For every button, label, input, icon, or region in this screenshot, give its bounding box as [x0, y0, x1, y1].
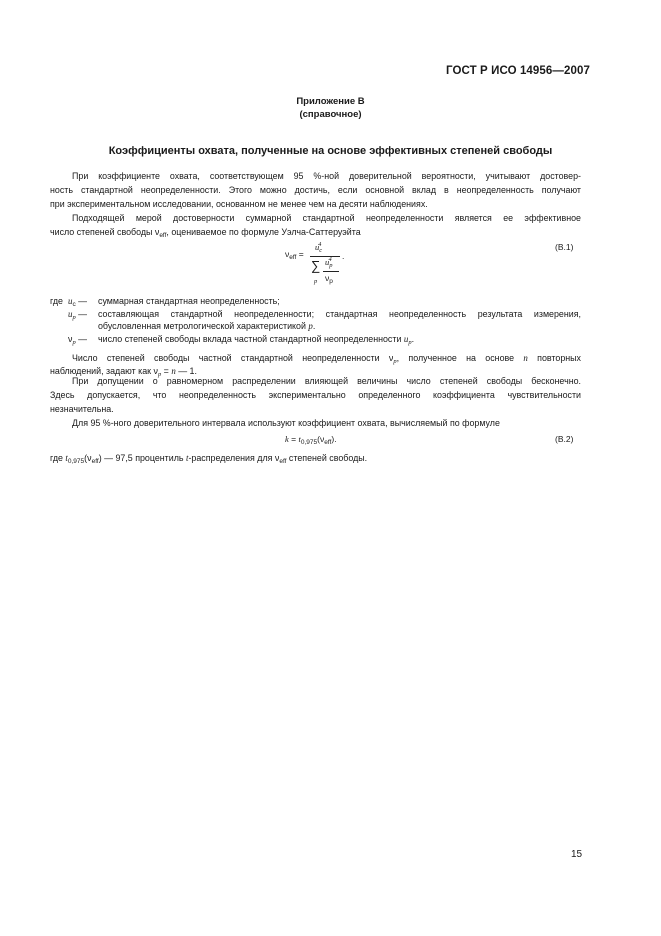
appendix-subtitle: (справочное) — [299, 109, 362, 120]
formula1-sum-index: p — [314, 278, 318, 285]
formula2-number: (В.2) — [555, 434, 574, 444]
para1-line3: при экспериментальном исследовании, основанном не менее чем на десяти наблюдениях. — [50, 199, 428, 209]
formula1-inner-numerator: $u_p^4$ — [325, 256, 333, 269]
where-lead: где — [50, 296, 63, 306]
formula2: $k = t_{0,975}(\nu_{eff})$. — [285, 434, 337, 446]
where-item2-text2: обусловленная метрологической характеристикой p. — [98, 321, 316, 331]
formula1-sum-symbol: ∑ — [311, 258, 321, 273]
formula1-numerator: $u_c^4$ — [315, 241, 323, 254]
formula1-inner-fraction-bar — [323, 271, 339, 272]
section-heading: Коэффициенты охвата, полученные на основе эффективных степеней свободы — [108, 145, 553, 157]
para4-line3: незначительна. — [50, 404, 114, 414]
para1-line2: ность стандартной неопределенности. Этого можно достичь, если основной вклад в неопределенность получают — [50, 185, 581, 195]
final-line: где $t_{0,975}(\nu_{eff})$ — 97,5 процентиль t-распределения для $\nu_{eff}$ степеней свободы. — [50, 453, 368, 465]
para2-line1: Подходящей мерой достоверности суммарной стандартной неопределенности является ее эффективное — [72, 213, 581, 223]
formula1-number: (В.1) — [555, 242, 574, 252]
formula1-lhs: $\nu_{eff}$ = — [285, 249, 304, 261]
para3-line2: наблюдений, задают как $\nu_p = n$ — 1. — [50, 366, 197, 378]
where-item2-text: составляющая стандартной неопределенности; стандартная неопределенность результата измерения, — [98, 309, 581, 319]
para1-line1: При коэффициенте охвата, соответствующем 95 %-ной доверительной вероятности, учитывают достовер- — [72, 171, 581, 181]
para4-line1: При допущении о равномерном распределении влияющей величины число степеней свободы бесконечно. — [72, 376, 581, 386]
page-number: 15 — [571, 849, 583, 860]
appendix-title: Приложение В — [296, 96, 365, 107]
where-item2-symbol: $u_p$ — — [68, 309, 88, 321]
formula1-period: . — [342, 251, 345, 261]
where-item1-text: суммарная стандартная неопределенность; — [98, 296, 280, 306]
where-item3-text: число степеней свободы вклада частной стандартной неопределенности $u_p$. — [98, 334, 415, 346]
para2-line2: число степеней свободы $\nu_{eff}$, оцениваемое по формуле Уэлча-Саттеруэйта — [50, 227, 361, 239]
where-item1-symbol: $u_c$ — — [68, 296, 88, 308]
standard-designation: ГОСТ Р ИСО 14956—2007 — [446, 65, 591, 77]
para3-line1: Число степеней свободы частной стандартной неопределенности $\nu_p$, полученное на основе n повторных — [72, 353, 581, 365]
where-item3-symbol: $\nu_p$ — — [68, 334, 88, 346]
formula1-inner-denominator: $\nu_p$ — [325, 273, 333, 285]
para4-line2: Здесь допускается, что неопределенность экспериментально определенного коэффициента чувствительности — [50, 390, 581, 400]
para5-line1: Для 95 %-ного доверительного интервала используют коэффициент охвата, вычисляемый по формуле — [72, 418, 500, 428]
